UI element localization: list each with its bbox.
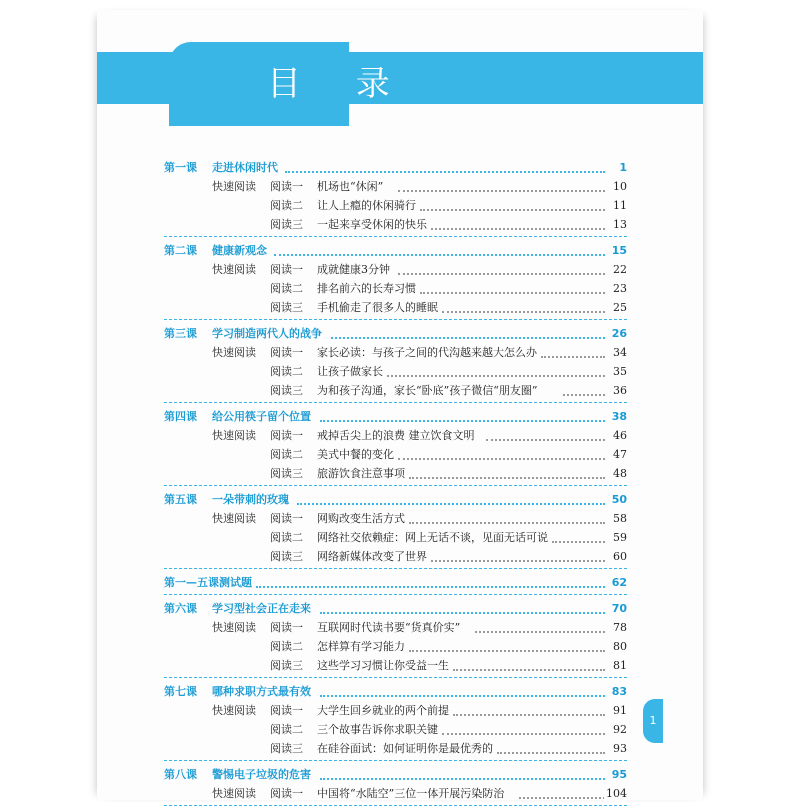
toc-reading-row[interactable] (164, 464, 627, 483)
reading-group: 快速阅读 (212, 621, 256, 634)
toc-lesson-row[interactable] (164, 324, 627, 343)
toc-reading-row[interactable] (164, 426, 627, 445)
reading-title: 为和孩子沟通，家长“卧底”孩子微信“朋友圈” (317, 384, 538, 397)
reading-title: 在硅谷面试：如何证明你是最优秀的 (317, 742, 493, 755)
reading-label: 阅读一 (270, 263, 303, 276)
toc-reading-row[interactable] (164, 298, 627, 317)
reading-page: 22 (611, 260, 627, 279)
reading-label: 阅读一 (270, 346, 303, 359)
reading-title: 旅游饮食注意事项 (317, 467, 405, 480)
dot-leader (320, 611, 606, 614)
toc-reading-row[interactable] (164, 618, 627, 637)
reading-label: 阅读二 (270, 448, 303, 461)
reading-label: 阅读一 (270, 180, 303, 193)
dot-leader (453, 713, 605, 716)
reading-label: 阅读一 (270, 512, 303, 525)
reading-label: 阅读三 (270, 384, 303, 397)
toc-reading-row[interactable] (164, 637, 627, 656)
toc-reading-row[interactable] (164, 701, 627, 720)
dot-leader (442, 310, 605, 313)
reading-label: 阅读一 (270, 429, 303, 442)
toc-reading-row[interactable] (164, 656, 627, 675)
reading-title: 三个故事告诉你求职关键 (317, 723, 438, 736)
toc-reading-row[interactable] (164, 784, 627, 803)
reading-title: 一起来享受休闲的快乐 (317, 218, 427, 231)
reading-page: 35 (611, 362, 627, 381)
reading-page: 47 (611, 445, 627, 464)
lesson-title: 学习型社会正在走来 (212, 602, 311, 615)
reading-title: 中国将“水陆空”三位一体开展污染防治 (317, 787, 505, 800)
toc-lesson-row[interactable] (164, 573, 627, 592)
reading-label: 阅读一 (270, 787, 303, 800)
toc-lesson-row[interactable] (164, 765, 627, 784)
reading-label: 阅读二 (270, 199, 303, 212)
dot-leader (497, 751, 605, 754)
reading-title: 网购改变生活方式 (317, 512, 405, 525)
toc-section (164, 573, 627, 595)
lesson-page: 26 (610, 324, 627, 343)
toc-lesson-row[interactable] (164, 241, 627, 260)
reading-page: 58 (611, 509, 627, 528)
lesson-page: 50 (610, 490, 627, 509)
lesson-title: 一朵带刺的玫瑰 (212, 493, 289, 506)
reading-group: 快速阅读 (212, 263, 256, 276)
reading-group: 快速阅读 (212, 512, 256, 525)
reading-label: 阅读三 (270, 659, 303, 672)
reading-page: 36 (611, 381, 627, 400)
lesson-title: 哪种求职方式最有效 (212, 685, 311, 698)
reading-group: 快速阅读 (212, 429, 256, 442)
reading-label: 阅读三 (270, 550, 303, 563)
reading-label: 阅读二 (270, 723, 303, 736)
reading-page: 80 (611, 637, 627, 656)
reading-title: 网络新媒体改变了世界 (317, 550, 427, 563)
toc-reading-row[interactable] (164, 509, 627, 528)
table-of-contents (164, 158, 627, 810)
dot-leader (442, 732, 605, 735)
lesson-title: 健康新观念 (212, 244, 267, 257)
dot-leader (320, 777, 606, 780)
reading-label: 阅读三 (270, 467, 303, 480)
dot-leader (486, 438, 605, 441)
reading-label: 阅读三 (270, 301, 303, 314)
lesson-page: 62 (610, 573, 627, 592)
dot-leader (398, 189, 605, 192)
reading-group: 快速阅读 (212, 787, 256, 800)
reading-page: 60 (611, 547, 627, 566)
toc-lesson-row[interactable] (164, 599, 627, 618)
reading-page: 78 (611, 618, 627, 637)
book-page (97, 10, 703, 800)
lesson-number: 第三课 (164, 327, 197, 340)
dot-leader (541, 355, 605, 358)
reading-page: 93 (611, 739, 627, 758)
reading-page: 23 (611, 279, 627, 298)
lesson-page: 95 (610, 765, 627, 784)
lesson-number: 第一—五课测试题 (164, 576, 252, 589)
reading-label: 阅读二 (270, 531, 303, 544)
toc-reading-row[interactable] (164, 528, 627, 547)
reading-label: 阅读一 (270, 704, 303, 717)
reading-title: 家长必读：与孩子之间的代沟越来越大怎么办 (317, 346, 537, 359)
page-title: 目 录 (267, 64, 412, 104)
dot-leader (256, 585, 605, 588)
reading-label: 阅读三 (270, 742, 303, 755)
toc-lesson-row[interactable] (164, 158, 627, 177)
toc-lesson-row[interactable] (164, 490, 627, 509)
reading-page: 11 (611, 196, 627, 215)
reading-group: 快速阅读 (212, 180, 256, 193)
reading-title: 排名前六的长寿习惯 (317, 282, 416, 295)
reading-page: 13 (611, 215, 627, 234)
reading-group: 快速阅读 (212, 704, 256, 717)
reading-page: 34 (611, 343, 627, 362)
dot-leader (331, 336, 605, 339)
toc-section (164, 158, 627, 237)
lesson-number: 第二课 (164, 244, 197, 257)
reading-page: 59 (611, 528, 627, 547)
lesson-page: 1 (617, 158, 627, 177)
lesson-page: 70 (610, 599, 627, 618)
toc-lesson-row[interactable] (164, 682, 627, 701)
reading-label: 阅读二 (270, 282, 303, 295)
toc-reading-row[interactable] (164, 720, 627, 739)
toc-section (164, 490, 627, 569)
reading-title: 怎样算有学习能力 (317, 640, 405, 653)
dot-leader (398, 457, 605, 460)
reading-page: 46 (611, 426, 627, 445)
dot-leader (563, 393, 605, 396)
dot-leader (552, 540, 605, 543)
reading-title: 大学生回乡就业的两个前提 (317, 704, 449, 717)
dot-leader (409, 521, 605, 524)
toc-reading-row[interactable] (164, 177, 627, 196)
reading-page: 10 (611, 177, 627, 196)
toc-section (164, 407, 627, 486)
reading-group: 快速阅读 (212, 346, 256, 359)
toc-section (164, 324, 627, 403)
dot-leader (285, 170, 605, 173)
lesson-number: 第八课 (164, 768, 197, 781)
dot-leader (453, 668, 605, 671)
reading-title: 美式中餐的变化 (317, 448, 394, 461)
reading-title: 让人上瘾的休闲骑行 (317, 199, 416, 212)
page-number: 1 (643, 699, 663, 743)
reading-title: 这些学习习惯让你受益一生 (317, 659, 449, 672)
lesson-number: 第六课 (164, 602, 197, 615)
lesson-number: 第五课 (164, 493, 197, 506)
reading-title: 互联网时代读书要“货真价实” (317, 621, 461, 634)
dot-leader (320, 419, 606, 422)
reading-title: 成就健康3分钟 (317, 263, 390, 276)
lesson-page: 15 (610, 241, 627, 260)
reading-page: 104 (604, 784, 627, 803)
toc-section (164, 241, 627, 320)
reading-page: 48 (611, 464, 627, 483)
dot-leader (420, 291, 605, 294)
reading-title: 戒掉舌尖上的浪费 建立饮食文明 (317, 429, 475, 442)
lesson-title: 走进休闲时代 (212, 161, 278, 174)
dot-leader (387, 374, 605, 377)
toc-section (164, 682, 627, 761)
dot-leader (409, 476, 605, 479)
toc-reading-row[interactable] (164, 362, 627, 381)
reading-label: 阅读二 (270, 640, 303, 653)
dot-leader (398, 272, 605, 275)
reading-label: 阅读二 (270, 365, 303, 378)
dot-leader (274, 253, 606, 256)
reading-title: 网络社交依赖症：网上无话不谈，见面无话可说 (317, 531, 548, 544)
dot-leader (297, 502, 606, 505)
toc-reading-row[interactable] (164, 215, 627, 234)
dot-leader (320, 694, 606, 697)
reading-title: 手机偷走了很多人的睡眠 (317, 301, 438, 314)
toc-reading-row[interactable] (164, 739, 627, 758)
toc-reading-row[interactable] (164, 279, 627, 298)
toc-reading-row[interactable] (164, 196, 627, 215)
lesson-title: 给公用筷子留个位置 (212, 410, 311, 423)
toc-reading-row[interactable] (164, 343, 627, 362)
lesson-number: 第四课 (164, 410, 197, 423)
reading-label: 阅读三 (270, 218, 303, 231)
reading-page: 92 (611, 720, 627, 739)
reading-page: 81 (611, 656, 627, 675)
dot-leader (431, 227, 605, 230)
lesson-page: 38 (610, 407, 627, 426)
toc-reading-row[interactable] (164, 260, 627, 279)
reading-title: 让孩子做家长 (317, 365, 383, 378)
reading-label: 阅读一 (270, 621, 303, 634)
dot-leader (409, 649, 605, 652)
lesson-title: 学习制造两代人的战争 (212, 327, 322, 340)
lesson-number: 第七课 (164, 685, 197, 698)
dot-leader (431, 559, 605, 562)
reading-title: 机场也“休闲” (317, 180, 384, 193)
reading-page: 91 (611, 701, 627, 720)
reading-page: 25 (611, 298, 627, 317)
toc-lesson-row[interactable] (164, 407, 627, 426)
dot-leader (475, 630, 605, 633)
toc-reading-row[interactable] (164, 547, 627, 566)
lesson-number: 第一课 (164, 161, 197, 174)
toc-section (164, 599, 627, 678)
lesson-page: 83 (610, 682, 627, 701)
toc-reading-row[interactable] (164, 445, 627, 464)
lesson-title: 警惕电子垃圾的危害 (212, 768, 311, 781)
dot-leader (420, 208, 605, 211)
dot-leader (519, 796, 605, 799)
toc-reading-row[interactable] (164, 381, 627, 400)
